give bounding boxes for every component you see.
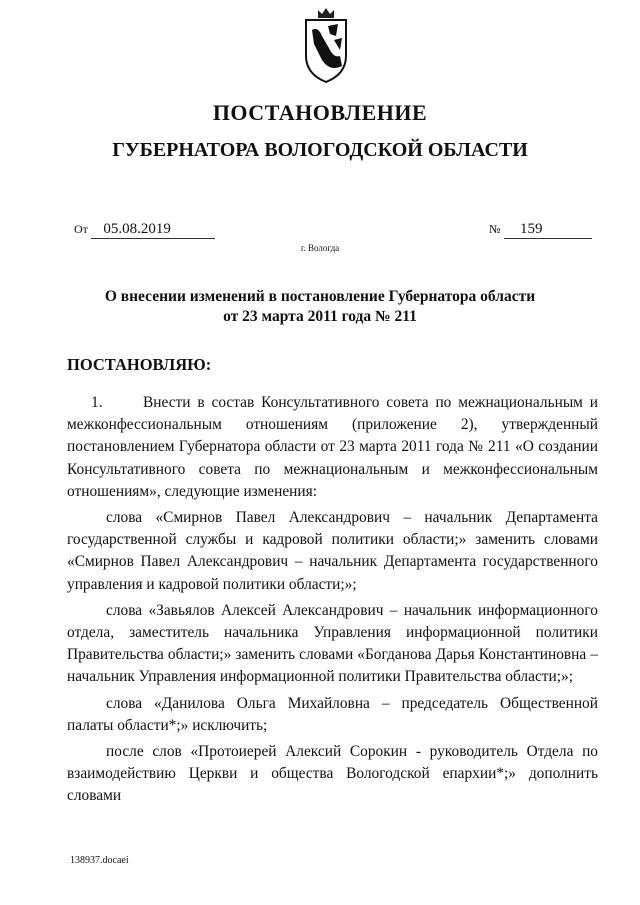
number-value: 159 — [504, 221, 592, 239]
number-label: № — [489, 222, 501, 236]
document-subject — [0, 287, 640, 327]
subject-line-2: от 23 марта 2011 года № 211 — [223, 308, 417, 325]
paragraph-5: после слов «Протоиерей Алексий Сорокин - руководитель Отдела по взаимодействию Церкви и общества Вологодской епархии*;» дополнить словами — [67, 743, 598, 805]
document-title: ПОСТАНОВЛЕНИЕ — [212, 100, 428, 125]
coat-of-arms-icon — [300, 6, 352, 86]
document-body — [67, 392, 598, 812]
footer-filename: 138937.docaei — [70, 855, 129, 866]
resolve-heading: ПОСТАНОВЛЯЮ: — [67, 355, 212, 374]
number-field — [489, 221, 592, 239]
paragraph-2: слова «Смирнов Павел Александрович – начальник Департамента государственной службы и кадровой политики области;» заменить словами «Смирнов Павел Александрович – начальник Департамента государственного управления и кадровой политики области;»; — [67, 509, 598, 593]
paragraph-3: слова «Завьялов Алексей Александрович – начальник информационного отдела, заместитель начальника Управления информационной политики Правительства области;» заменить словами «Богданова Дарья Константиновна – начальник Управления информационной политики Правительства области;»; — [67, 601, 598, 686]
date-value: 05.08.2019 — [91, 221, 215, 239]
subject-line-1: О внесении изменений в постановление Губернатора области — [104, 288, 536, 305]
paragraph-1-text: Внести в состав Консультативного совета по межнациональным и межконфессиональным отношениям (приложение 2), утвержденный постановлением Губернатора области от 23 марта 2011 года № 211 «О создании Консультативного совета по межнациональным и межконфессиональным отношениям», следующие изменения: — [67, 394, 598, 500]
date-label: От — [74, 222, 88, 236]
paragraph-1 — [67, 392, 598, 503]
date-field — [74, 221, 215, 239]
paragraph-4: слова «Данилова Ольга Михайловна – председатель Общественной палаты области*;» исключить; — [67, 694, 598, 734]
item-number: 1. — [91, 394, 103, 411]
document-issuer: ГУБЕРНАТОРА ВОЛОГОДСКОЙ ОБЛАСТИ — [112, 139, 528, 161]
city: г. Вологда — [300, 243, 340, 253]
